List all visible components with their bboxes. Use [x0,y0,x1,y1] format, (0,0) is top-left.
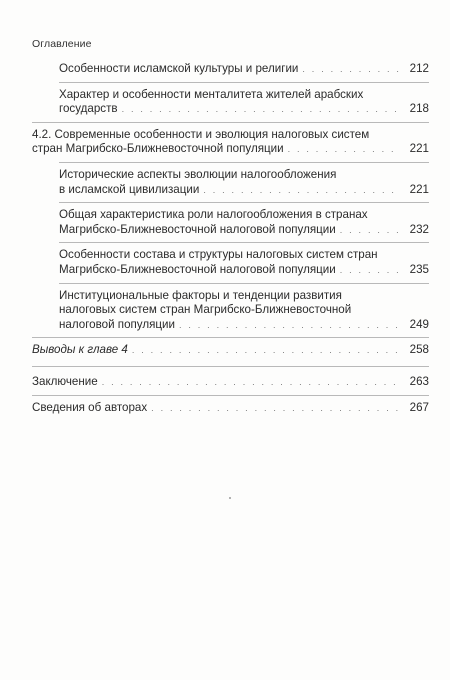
toc-entry-title: Магрибско-Ближневосточной налоговой популяции [59,222,336,236]
dot-leader [179,318,401,333]
dot-leader [132,343,401,358]
toc-entry-title: Заключение [32,374,98,388]
toc-page-number: 221 [409,142,429,156]
dot-leader [102,375,401,390]
toc-page-number: 232 [409,222,429,236]
toc-entry[interactable] [32,208,429,237]
dot-leader [203,183,401,198]
toc-entry-title-line: Характер и особенности менталитета жителей арабских [59,87,364,101]
toc-page-number: 263 [409,374,429,388]
toc-divider [59,202,429,203]
toc-divider [59,242,429,243]
dot-leader [302,62,401,77]
toc-page-number: 218 [409,102,429,116]
paper-speck [229,497,231,499]
toc-entry-title: в исламской цивилизации [59,182,200,196]
toc-entry[interactable] [32,343,429,358]
toc-entry[interactable] [32,401,429,416]
toc-entry-title: Выводы к главе 4 [32,343,128,357]
toc-entry-title: государств [59,102,118,116]
toc-divider [59,162,429,163]
toc-page-number: 267 [409,400,429,414]
toc-divider [32,337,429,338]
toc-entry-title: стран Магрибско-Ближневосточной популяции [32,142,284,156]
toc-entry-title-line: Институциональные факторы и тенденции развития [59,288,342,302]
toc-page-number: 212 [409,62,429,75]
toc-page-number: 258 [409,343,429,357]
toc-entry-title: Магрибско-Ближневосточной налоговой популяции [59,262,336,276]
dot-leader [340,223,401,238]
toc-divider [32,366,429,367]
toc-entry[interactable] [32,289,429,333]
toc-entry-title: налоговой популяции [59,317,175,331]
toc-entry-title-line: налоговых систем стран Магрибско-Ближневосточной [59,303,352,317]
toc-page-number: 221 [409,182,429,196]
dot-leader [122,102,401,117]
toc-entry[interactable] [32,375,429,390]
dot-leader [288,142,401,157]
toc-page-number: 235 [409,262,429,276]
toc-entry-title-line: Особенности состава и структуры налоговых систем стран [59,248,378,262]
toc-entry[interactable] [32,168,429,197]
dot-leader [151,401,401,416]
toc-entry-title-line: 4.2. Современные особенности и эволюция налоговых систем [32,127,370,141]
toc-divider [32,395,429,396]
toc-page-number: 249 [409,317,429,331]
toc-divider [59,283,429,284]
toc-entry-title-line: Исторические аспекты эволюции налогообложения [59,167,337,181]
toc-entry-title-line: Общая характеристика роли налогообложения в странах [59,208,368,222]
toc-entry-title: Особенности исламской культуры и религии [59,62,299,75]
toc-entry[interactable] [32,62,429,77]
table-of-contents [32,62,429,415]
running-head: Оглавление [32,38,92,50]
toc-divider [59,82,429,83]
toc-divider [32,122,429,123]
toc-entry[interactable] [32,88,429,117]
dot-leader [340,263,401,278]
toc-entry[interactable] [32,128,429,157]
toc-entry[interactable] [32,248,429,277]
toc-entry-title: Сведения об авторах [32,400,148,414]
